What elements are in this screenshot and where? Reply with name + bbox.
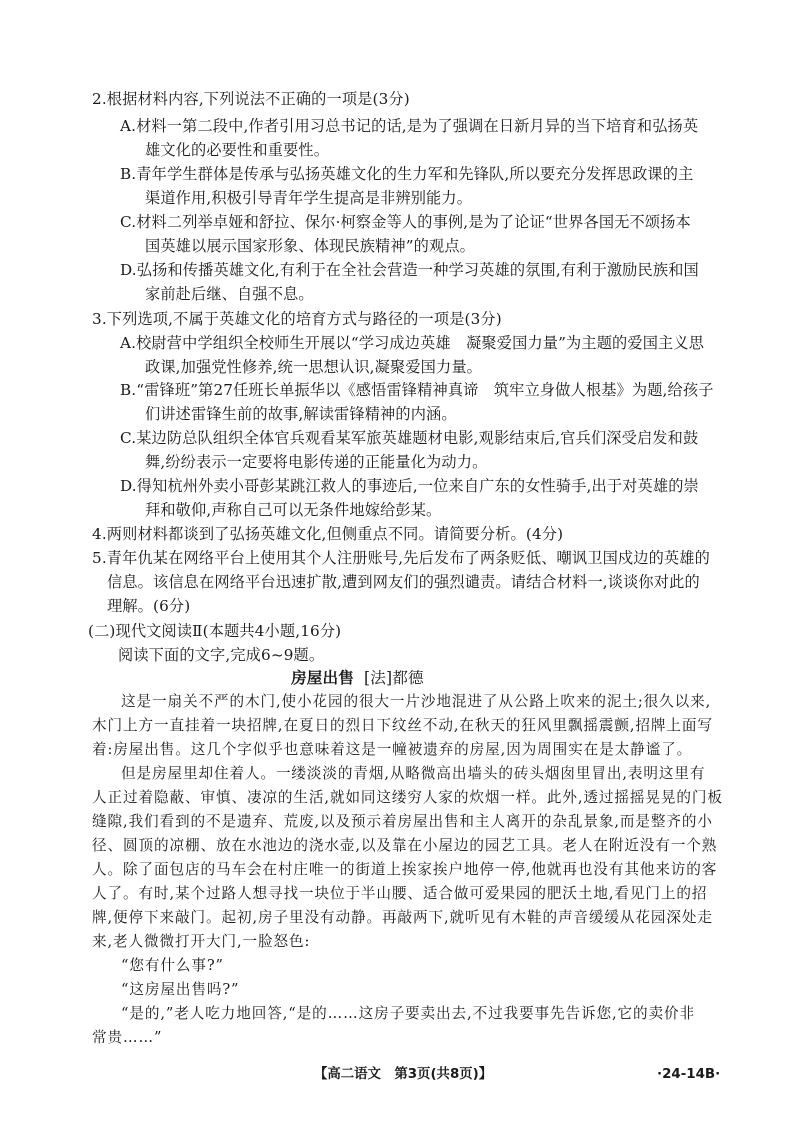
story-line: 常贵……” — [92, 1029, 163, 1046]
story-line: “这房屋出售吗?” — [121, 981, 240, 998]
story-line: “您有什么事?” — [121, 957, 224, 974]
question-5-stem: 5.青年仇某在网络平台上使用其个人注册账号,先后发布了两条贬低、嘲讽卫国戍边的英雄的 — [92, 549, 710, 567]
story-author: [法]都德 — [363, 669, 424, 687]
story-line: 来,老人微微打开大门,一脸怒色: — [92, 933, 311, 950]
question-3-option-a-cont: 政课,加强党性修养,统一思想认识,凝聚爱国力量。 — [145, 358, 483, 376]
question-3-option-a: A.校尉营中学组织全校师生开展以“学习成边英雄 凝聚爱国力量”为主题的爱国主义思 — [120, 334, 705, 352]
story-line: 缝隙,我们看到的不是遗弃、荒废,以及预示着房屋出售和主人离开的杂乱景象,而是整齐的小 — [92, 813, 713, 830]
question-2-stem: 2.根据材料内容,下列说法不正确的一项是(3分) — [92, 90, 410, 108]
story-line: 径、圆顶的凉棚、放在水池边的浇水壶,以及靠在小屋边的园艺工具。老人在附近没有一个熟 — [92, 837, 718, 854]
story-line: 人正过着隐蔽、审慎、凄凉的生活,就如同这缕穷人家的炊烟一样。此外,透过摇摇晃晃的门板 — [92, 789, 723, 806]
question-3-option-d: D.得知杭州外卖小哥彭某跳江救人的事迹后,一位来自广东的女性骑手,出于对英雄的崇 — [120, 477, 699, 495]
story-line: 人。除了面包店的马车会在村庄唯一的街道上挨家挨户地停一停,他就再也没有其他来访的客 — [92, 861, 718, 878]
page-footer — [0, 1063, 794, 1087]
question-2-option-c-cont: 国英雄以展示国家形象、体现民族精神”的观点。 — [145, 237, 476, 255]
question-3-stem: 3.下列选项,不属于英雄文化的培育方式与路径的一项是(3分) — [92, 310, 502, 328]
question-5-stem-cont: 信息。该信息在网络平台迅速扩散,遭到网友们的强烈谴责。请结合材料一,谈谈你对此的 — [107, 573, 700, 591]
question-2-option-a: A.材料一第二段中,作者引用习总书记的话,是为了强调在日新月异的当下培育和弘扬英 — [120, 117, 699, 135]
question-5-stem-cont-2: 理解。(6分) — [107, 597, 191, 615]
question-2-option-d-cont: 家前赴后继、自强不息。 — [145, 285, 314, 303]
question-3-option-b-cont: 们讲述雷锋生前的故事,解读雷锋精神的内涵。 — [145, 405, 457, 423]
question-3-option-b: B.“雷锋班”第27任班长单振华以《感悟雷锋精神真谛 筑牢立身做人根基》为题,给孩子 — [120, 381, 714, 399]
story-line: 牌,便停下来敲门。起初,房子里没有动静。再敲两下,就听见有木鞋的声音缓缓从花园深处走 — [92, 909, 713, 926]
story-title-line — [291, 666, 424, 690]
question-3-option-c-cont: 舞,纷纷表示一定要将电影传递的正能量化为动力。 — [145, 453, 488, 471]
question-2-option-b-cont: 渠道作用,积极引导青年学生提高是非辨别能力。 — [145, 189, 473, 207]
story-line: “是的,”老人吃力地回答,“是的……这房子要卖出去,不过我要事先告诉您,它的卖价非 — [121, 1005, 696, 1022]
story-line: 人了。有时,某个过路人想寻找一块位于半山腰、适合做可爱果园的肥沃土地,看见门上的招 — [92, 885, 708, 902]
question-2-option-b: B.青年学生群体是传承与弘扬英雄文化的生力军和先锋队,所以要充分发挥思政课的主 — [120, 165, 694, 183]
story-title: 房屋出售 — [291, 668, 354, 687]
footer-page-info: 【高二语文 第3页(共8页)】 — [314, 1067, 493, 1082]
question-2-option-d: D.弘扬和传播英雄文化,有利于在全社会营造一种学习英雄的氛围,有利于激励民族和国 — [120, 261, 699, 279]
story-line: 这是一扇关不严的木门,使小花园的很大一片沙地混进了从公路上吹来的泥土;很久以来, — [121, 693, 712, 710]
story-line: 着:房屋出售。这几个字似乎也意味着这是一幢被遗弃的房屋,因为周围实在是太静谧了。 — [92, 741, 693, 758]
question-2-option-c: C.材料二列举卓娅和舒拉、保尔·柯察金等人的事例,是为了论证“世界各国无不颂扬本 — [120, 213, 691, 231]
footer-code: ·24-14B· — [657, 1067, 721, 1082]
question-2-option-a-cont: 雄文化的必要性和重要性。 — [145, 141, 330, 159]
section-heading: (二)现代文阅读Ⅱ(本题共4小题,16分) — [88, 622, 342, 640]
question-3-option-d-cont: 拜和敬仰,声称自己可以无条件地嫁给彭某。 — [145, 501, 442, 519]
question-4-stem: 4.两则材料都谈到了弘扬英雄文化,但侧重点不同。请简要分析。(4分) — [92, 525, 564, 543]
story-line: 木门上方一直挂着一块招牌,在夏日的烈日下纹丝不动,在秋天的狂风里飘摇震颤,招牌上面写 — [92, 717, 713, 734]
reading-instruction: 阅读下面的文字,完成6~9题。 — [118, 646, 325, 664]
question-3-option-c: C.某边防总队组织全体官兵观看某军旅英雄题材电影,观影结束后,官兵们深受启发和鼓 — [120, 429, 699, 447]
story-line: 但是房屋里却住着人。一缕淡淡的青烟,从略微高出墙头的砖头烟囱里冒出,表明这里有 — [121, 765, 706, 782]
